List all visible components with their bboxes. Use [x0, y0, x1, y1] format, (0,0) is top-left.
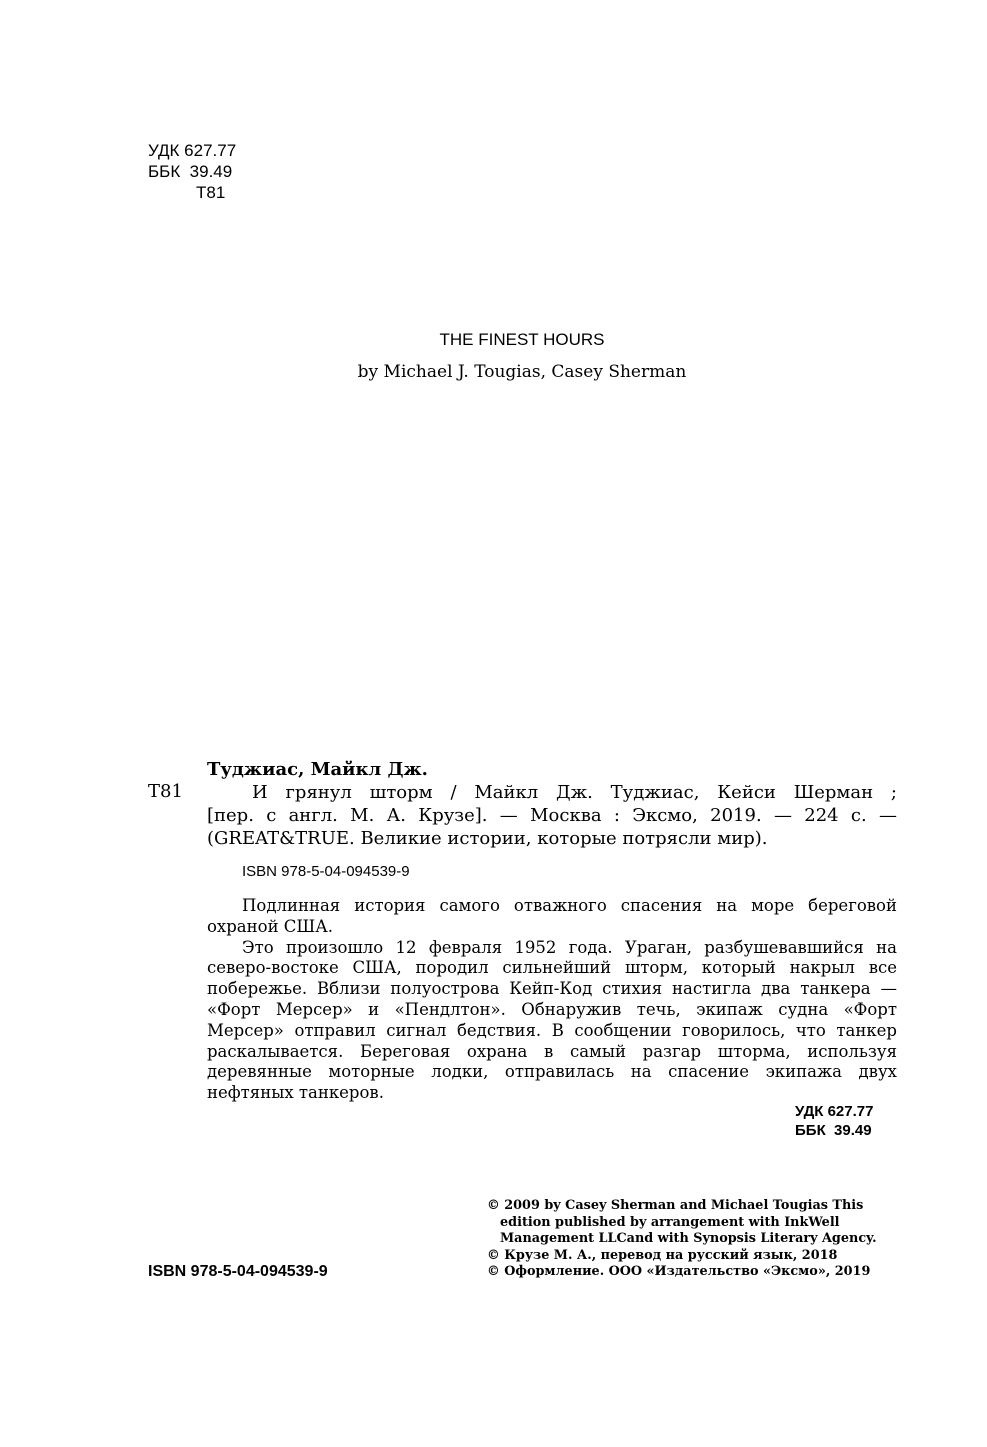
- bbk-code: ББК 39.49: [148, 162, 233, 181]
- abstract-line: «Форт Мерсер» и «Пендлтон». Обнаружив течь, экипаж судна «Форт: [207, 999, 897, 1019]
- copyright-line: © Оформление. ООО «Издательство «Эксмо», 2019: [487, 1264, 871, 1279]
- copyright-line: Management LLCand with Synopsis Literary Agency.: [500, 1231, 877, 1246]
- abstract-line: побережье. Вблизи полуострова Кейп-Код стихия настигла два танкера —: [207, 979, 897, 999]
- abstract-line: Подлинная история самого отважного спасения на море береговой: [242, 896, 897, 915]
- udk-code: УДК 627.77: [148, 141, 237, 160]
- copyright-line: edition published by arrangement with InkWell: [500, 1214, 840, 1230]
- copyright-line: © 2009 by Casey Sherman and Michael Tougias This: [487, 1198, 864, 1213]
- bibliography-line: [пер. с англ. М. А. Крузе]. — Москва : Эксмо, 2019. — 224 с. —: [207, 805, 897, 826]
- udk-code: УДК 627.77: [795, 1103, 874, 1120]
- abstract: [207, 896, 897, 1104]
- abstract-line: деревянные моторные лодки, отправилась на спасение экипажа двух: [207, 1062, 897, 1082]
- bibliography-line: (GREAT&TRUE. Великие истории, которые потрясли мир).: [207, 828, 768, 849]
- original-authors: by Michael J. Tougias, Casey Sherman: [357, 362, 687, 382]
- abstract-line: Это произошло 12 февраля 1952 года. Ураган, разбушевавшийся на: [242, 937, 897, 957]
- abstract-line: Мерсер» отправил сигнал бедствия. В сообщении говорилось, что танкер: [207, 1020, 897, 1040]
- bibliography-author-mark: Т81: [148, 781, 183, 802]
- abstract-line: раскалывается. Береговая охрана в самый разгар шторма, используя: [207, 1041, 897, 1061]
- abstract-line: северо-востоке США, породил сильнейший шторм, который накрыл все: [207, 958, 897, 978]
- bibliography-heading: Туджиас, Майкл Дж.: [207, 759, 428, 780]
- abstract-line: охраной США.: [207, 916, 334, 936]
- abstract-line: нефтяных танкеров.: [207, 1083, 384, 1103]
- copyright-block: [487, 1198, 877, 1281]
- bibliography-line: И грянул шторм / Майкл Дж. Туджиас, Кейси Шерман ;: [252, 782, 897, 803]
- author-mark: Т81: [196, 183, 226, 202]
- bibliography-record: [207, 781, 897, 850]
- bottom-classification-codes: [795, 1102, 873, 1140]
- top-classification-codes: [148, 140, 236, 203]
- bbk-code: ББК 39.49: [795, 1122, 872, 1139]
- isbn-small: ISBN 978-5-04-094539-9: [242, 863, 410, 880]
- isbn-large: ISBN 978-5-04-094539-9: [148, 1263, 328, 1280]
- copyright-line: © Крузе М. А., перевод на русский язык, 2018: [487, 1247, 838, 1263]
- original-title: THE FINEST HOURS: [439, 330, 605, 349]
